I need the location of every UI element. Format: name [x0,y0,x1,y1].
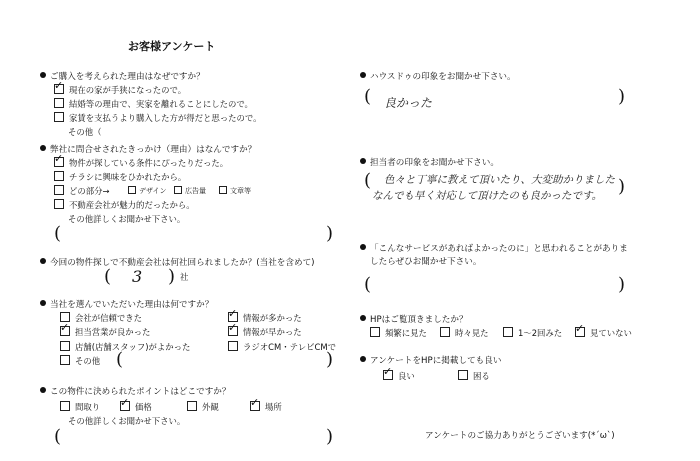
checkbox-checked-icon[interactable]: ✓ [250,396,260,409]
question-decision-point: この物件に決められたポイントはどこですか？ [40,385,230,397]
checkbox-icon[interactable] [228,341,238,351]
checkbox-icon[interactable] [54,112,64,122]
paren-close: ) [618,86,626,107]
checkbox-icon[interactable] [54,199,64,209]
unit-label: 社 [180,272,189,282]
bullet-icon [360,315,366,321]
checkbox-icon[interactable] [458,370,468,380]
bullet-icon [360,356,366,362]
checkbox-checked-icon[interactable]: ✓ [575,322,585,335]
option-part-design[interactable]: デザイン [128,186,167,196]
question-staff-impression: 担当者の印象をお聞かせ下さい。 [360,156,499,168]
checkbox-icon[interactable] [174,186,182,194]
paren-close: ) [168,266,176,287]
option-q2-1[interactable]: ✓ 物件が探している条件にぴったりだった。 [54,152,229,168]
checkbox-icon[interactable] [54,185,64,195]
paren-open: ( [364,170,372,191]
checkbox-icon[interactable] [54,171,64,181]
option-q1-1[interactable]: ✓ 現在の家が手狭になったので。 [54,79,187,95]
option-q4-info-many[interactable]: ✓ 情報が多かった [228,307,302,323]
checkbox-icon[interactable] [187,401,197,411]
checkbox-checked-icon[interactable]: ✓ [54,79,64,92]
question-service-wish: 「こんなサービスがあればよかったのに」と思われることがありま [360,242,628,254]
question-purchase-reason: ご購入を考えられた理由はなぜですか？ [40,70,205,82]
question-hp-viewed: HPはご覧頂きましたか？ [360,313,468,325]
bullet-icon [40,145,46,151]
option-q4-trust[interactable]: 会社が信頼できた [60,312,142,324]
checkbox-checked-icon[interactable]: ✓ [383,365,393,378]
question-company-impression: ハウスドゥの印象をお聞かせ下さい。 [360,70,516,82]
option-q5-price[interactable]: ✓ 価格 [120,396,152,412]
paren-open: ( [54,426,62,447]
checkbox-checked-icon[interactable]: ✓ [54,152,64,165]
checkbox-icon[interactable] [370,327,380,337]
question-hp-publish: アンケートをHPに掲載しても良い [360,354,501,366]
answer-company-impression[interactable]: 良かった [384,96,433,110]
question-service-wish-line-2: したらぜひお聞かせ下さい。 [370,257,482,267]
option-q1-2[interactable]: 結婚等の理由で、実家を離れることにしたので。 [54,98,253,110]
option-q2-2[interactable]: チラシに興味をひかれたから。 [54,171,186,183]
bullet-icon [360,244,366,250]
bullet-icon [40,72,46,78]
paren-close: ) [326,223,334,244]
bullet-icon [40,387,46,393]
detail-label-q2: その他詳しくお聞かせ下さい。 [68,214,186,224]
paren-close: ) [326,426,334,447]
checkbox-checked-icon[interactable]: ✓ [228,307,238,320]
option-q2-4[interactable]: 不動産会社が魅力的だったから。 [54,199,195,211]
option-q4-store[interactable]: 店舗(店舗スタッフ)がよかった [60,341,190,353]
option-q2-3[interactable]: どの部分→ [54,185,110,197]
paren-open: ( [116,349,124,370]
option-publish-ng[interactable]: 困る [458,370,490,382]
checkbox-icon[interactable] [60,355,70,365]
answer-company-count[interactable]: 3 [132,267,143,286]
option-part-text[interactable]: 文章等 [219,186,251,196]
page-title: お客様アンケート [128,40,216,53]
checkbox-icon[interactable] [54,98,64,108]
checkbox-icon[interactable] [219,186,227,194]
option-hp-sometimes[interactable]: 時々見た [440,327,489,339]
option-hp-often[interactable]: 頻繁に見た [370,327,427,339]
paren-close: ) [326,349,334,370]
bullet-icon [40,258,46,264]
answer-staff-line-2[interactable]: なんでも早く対応して頂けたのも良かったです。 [372,190,603,202]
checkbox-icon[interactable] [60,401,70,411]
checkbox-icon[interactable] [60,341,70,351]
option-q4-other[interactable]: その他 [60,355,100,367]
option-q4-cm[interactable]: ラジオCM・テレビCMで [228,341,336,353]
checkbox-checked-icon[interactable]: ✓ [120,396,130,409]
option-hp-not-viewed[interactable]: ✓ 見ていない [575,322,632,338]
option-q5-layout[interactable]: 間取り [60,401,100,413]
answer-staff-line-1[interactable]: 色々と丁寧に教えて頂いたり、大変助かりました [384,174,615,186]
detail-label-q5: その他詳しくお聞かせ下さい。 [68,416,186,426]
bullet-icon [360,158,366,164]
bullet-icon [40,300,46,306]
question-selection-reason: 当社を選んでいただいた理由は何ですか？ [40,298,213,310]
option-publish-ok[interactable]: ✓ 良い [383,365,415,381]
paren-open: ( [104,266,112,287]
checkbox-icon[interactable] [440,327,450,337]
option-q1-3[interactable]: 家賃を支払うより購入した方が得だと思ったので。 [54,112,261,124]
paren-close: ) [618,176,626,197]
checkbox-icon[interactable] [128,186,136,194]
option-part-volume[interactable]: 広告量 [174,186,206,196]
checkbox-icon[interactable] [503,327,513,337]
checkbox-checked-icon[interactable]: ✓ [60,321,70,334]
question-company-count: 今回の物件探しで不動産会社は何社回られましたか？(当社を含めて) [40,256,315,268]
paren-close: ) [618,274,626,295]
paren-open: ( [364,274,372,295]
option-q4-info-fast[interactable]: ✓ 情報が早かった [228,321,302,337]
checkbox-checked-icon[interactable]: ✓ [228,321,238,334]
option-q1-other: その他（ [68,127,102,137]
bullet-icon [360,72,366,78]
paren-open: ( [364,86,372,107]
thanks-message: アンケートのご協力ありがとうございます(*´ω`) [425,431,615,441]
option-hp-once[interactable]: 1〜2回みた [503,327,562,339]
question-inquiry-reason: 弊社に問合せされたきっかけ（理由）はなんですか？ [40,143,256,155]
paren-open: ( [54,223,62,244]
option-q5-location[interactable]: ✓ 場所 [250,396,282,412]
option-q4-sales[interactable]: ✓ 担当営業が良かった [60,321,151,337]
option-q5-exterior[interactable]: 外観 [187,401,219,413]
